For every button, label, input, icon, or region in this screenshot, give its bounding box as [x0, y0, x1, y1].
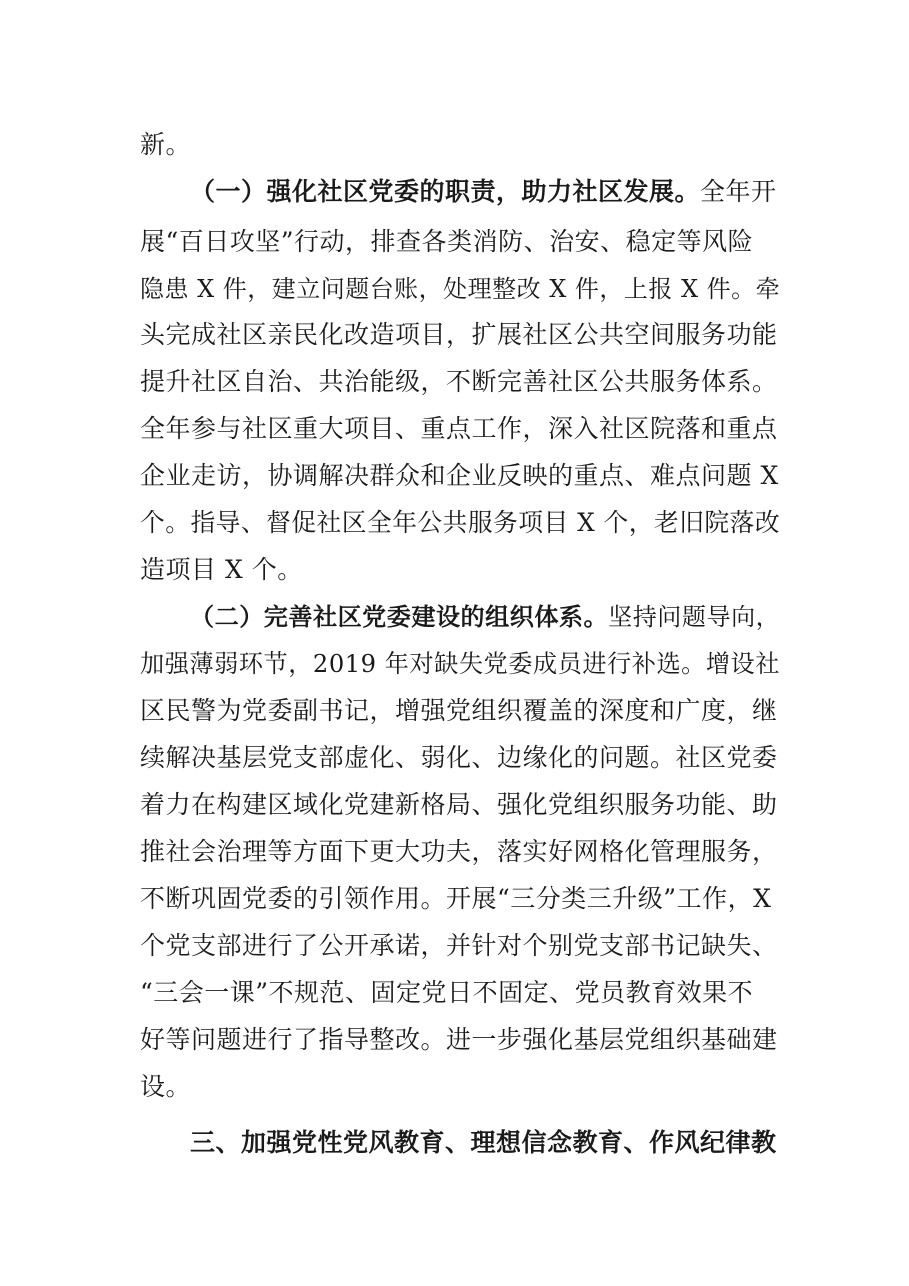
section1-line-3: 头完成社区亲民化改造项目，扩展社区公共空间服务功能 — [140, 320, 778, 349]
section1-first-line — [190, 177, 777, 207]
section1-line-4: 提升社区自治、共治能级，不断完善社区公共服务体系。 — [140, 367, 778, 396]
section1-line-1: 展“百日攻坚”行动，排查各类消防、治安、稳定等风险 — [140, 227, 754, 256]
section2-line-4: 着力在构建区域化党建新格局、强化党组织服务功能、助 — [140, 790, 778, 819]
section2-line-3: 续解决基层党支部虚化、弱化、边缘化的问题。社区党委 — [140, 743, 778, 772]
section2-line-10: 设。 — [140, 1072, 192, 1101]
section1-line-0: 全年开 — [700, 177, 777, 206]
section2-line-9: 好等问题进行了指导整改。进一步强化基层党组织基础建 — [140, 1025, 778, 1054]
section1-line-2: 隐患 X 件，建立问题台账，处理整改 X 件，上报 X 件。牵 — [140, 275, 781, 303]
section2-line-8: “三会一课”不规范、固定党日不固定、党员教育效果不 — [140, 978, 754, 1007]
section1-line-8: 造项目 X 个。 — [140, 555, 303, 584]
section1-line-7: 个。指导、督促社区全年公共服务项目 X 个，老旧院落改 — [140, 508, 781, 537]
section3-heading: 三、加强党性党风教育、理想信念教育、作风纪律教 — [190, 1128, 777, 1157]
section1-line-6: 企业走访，协调解决群众和企业反映的重点、难点问题 X — [140, 461, 779, 490]
section2-line-2: 区民警为党委副书记，增强党组织覆盖的深度和广度，继 — [140, 696, 778, 725]
section2-first-line — [190, 602, 780, 632]
carryover-text: 新。 — [140, 130, 192, 159]
section2-line-5: 推社会治理等方面下更大功夫，落实好网格化管理服务， — [140, 837, 778, 866]
section2-title: （二）完善社区党委建设的组织体系。 — [190, 603, 609, 631]
section2-line-0: 坚持问题导向， — [608, 603, 781, 631]
section2-line-1: 加强薄弱环节，2019 年对缺失党委成员进行补选。增设社 — [140, 650, 780, 678]
section1-line-5: 全年参与社区重大项目、重点工作，深入社区院落和重点 — [140, 414, 778, 443]
section1-title: （一）强化社区党委的职责，助力社区发展。 — [190, 177, 701, 206]
section2-line-6: 不断巩固党委的引领作用。开展“三分类三升级”工作，X — [140, 884, 772, 913]
section2-line-7: 个党支部进行了公开承诺，并针对个别党支部书记缺失、 — [140, 931, 778, 960]
